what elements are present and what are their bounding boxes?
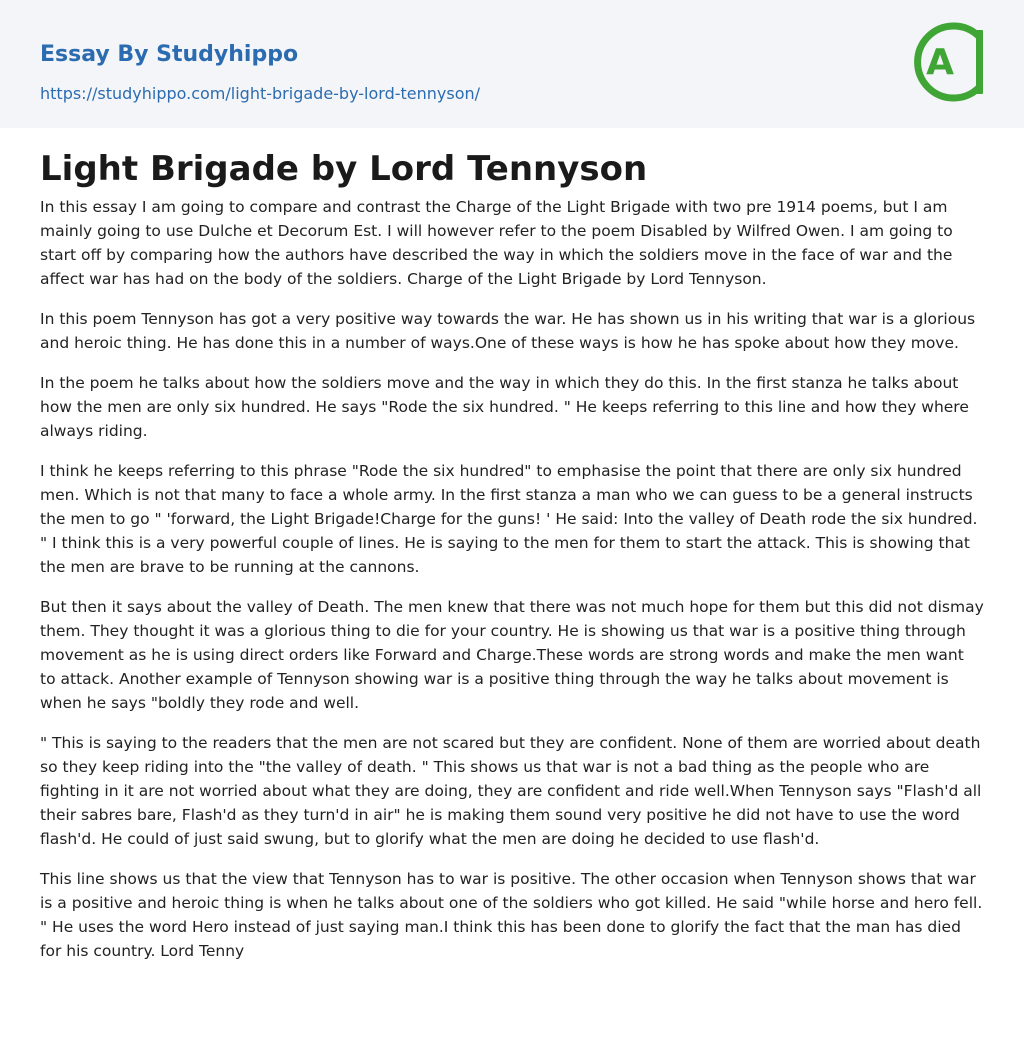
logo-letter: A	[926, 42, 954, 83]
essay-paragraph: In this essay I am going to compare and contrast the Charge of the Light Brigade with two pre 1914 poems, but I am mainly going to use Dulche et Decorum Est. I will however refer to the poem Disabled by Wilfred Owen. I am going to start off by comparing how the authors have described the way in which the soldiers move in the face of war and the affect war has had on the body of the soldiers. Charge of the Light Brigade by Lord Tennyson.	[40, 198, 953, 288]
page-title: Light Brigade by Lord Tennyson	[40, 149, 648, 189]
essay-paragraph: " This is saying to the readers that the men are not scared but they are confident. None of them are worried about death so they keep riding into the "the valley of death. " This shows us that war is not a bad thing as the people who are fighting in it are not worried about what they are doing, they are confident and ride well.When Tennyson says "Flash'd all their sabres bare, Flash'd as they turn'd in air" he is making them sound very positive he did not have to use the word flash'd. He could of just said swung, but to glorify what the men are doing he decided to use flash'd.	[40, 734, 982, 848]
site-title[interactable]: Essay By Studyhippo	[40, 42, 299, 67]
essay-paragraph: I think he keeps referring to this phrase "Rode the six hundred" to emphasise the point that there are only six hundred men. Which is not that many to face a whole army. In the first stanza a man who we can guess to be a general instructs the men to go " 'forward, the Light Brigade!Charge for the guns! ' He said: Into the valley of Death rode the six hundred. " I think this is a very powerful couple of lines. He is saying to the men for them to start the attack. This is showing that the men are brave to be running at the cannons.	[40, 462, 978, 576]
essay-url-link[interactable]: https://studyhippo.com/light-brigade-by-lord-tennyson/	[40, 84, 481, 103]
essay-paragraph: In this poem Tennyson has got a very positive way towards the war. He has shown us in his writing that war is a glorious and heroic thing. He has done this in a number of ways.One of these ways is how he has spoke about how they move.	[40, 310, 976, 352]
essay-paragraph: This line shows us that the view that Tennyson has to war is positive. The other occasion when Tennyson shows that war is a positive and heroic thing is when he talks about one of the soldiers who got killed. He said "while horse and hero fell. " He uses the word Hero instead of just saying man.I think this has been done to glorify the fact that the man has died for his country. Lord Tenny	[40, 870, 983, 960]
essay-body	[0, 128, 1024, 963]
essay-paragraph: But then it says about the valley of Death. The men knew that there was not much hope for them but this did not dismay them. They thought it was a glorious thing to die for your country. He is showing us that war is a positive thing through movement as he is using direct orders like Forward and Charge.These words are strong words and make the men want to attack. Another example of Tennyson showing war is a positive thing through the way he talks about movement is when he says "boldly they rode and well.	[40, 598, 984, 712]
studyhippo-logo-icon[interactable]	[912, 19, 986, 105]
site-header	[0, 0, 1024, 128]
essay-paragraph: In the poem he talks about how the soldiers move and the way in which they do this. In the first stanza he talks about how the men are only six hundred. He says "Rode the six hundred. " He keeps referring to this line and how they where always riding.	[40, 374, 969, 440]
